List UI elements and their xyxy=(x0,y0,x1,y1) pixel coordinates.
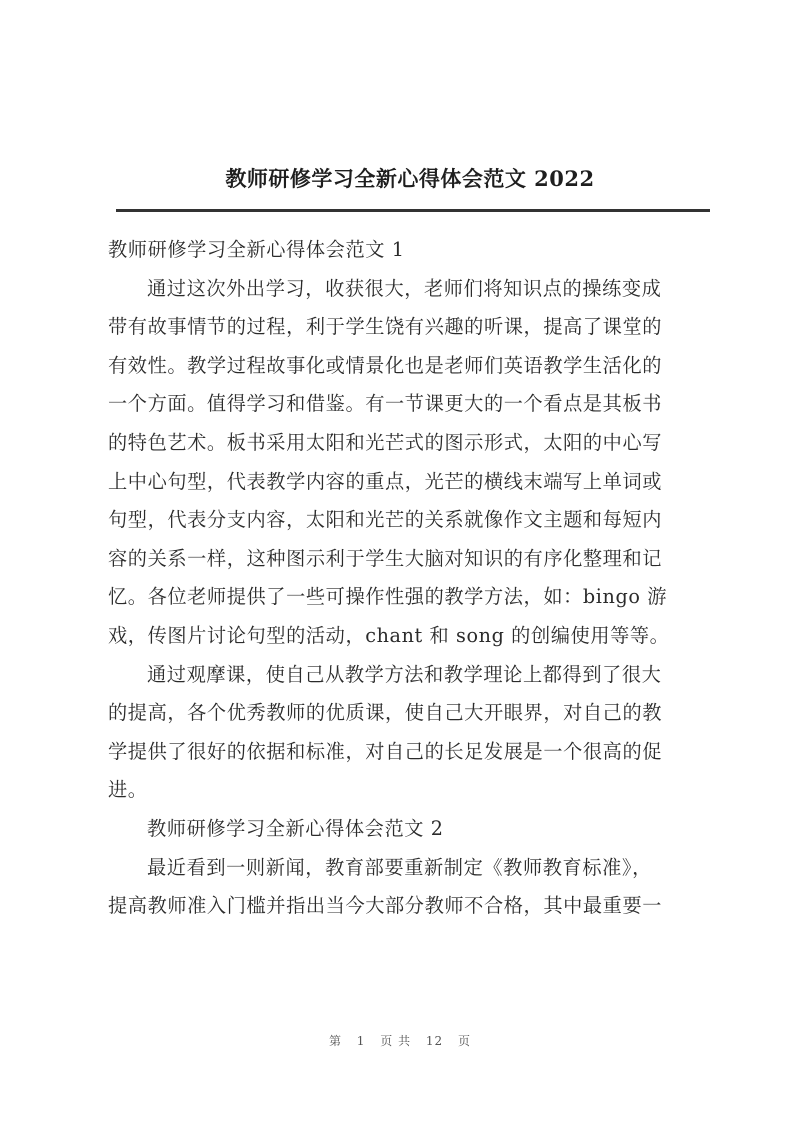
paragraph-line: 上中心句型，代表教学内容的重点，光芒的横线末端写上单词或 xyxy=(108,469,663,493)
paragraph-line: 句型，代表分支内容，太阳和光芒的关系就像作文主题和每短内 xyxy=(108,508,663,532)
page-footer xyxy=(0,1032,800,1049)
paragraph-line: 一个方面。值得学习和借鉴。有一节课更大的一个看点是其板书 xyxy=(108,392,663,416)
paragraph-line: 有效性。教学过程故事化或情景化也是老师们英语教学生活化的 xyxy=(108,353,663,377)
footer-suffix: 页 xyxy=(458,1034,472,1048)
paragraph-line: 进。 xyxy=(108,778,148,802)
title-underline-divider xyxy=(116,209,710,212)
paragraph-line: 学提供了很好的依据和标准，对自己的长足发展是一个很高的促 xyxy=(108,739,663,763)
footer-total-pages: 12 xyxy=(425,1034,444,1048)
paragraph-line: 通过观摩课，使自己从教学方法和教学理论上都得到了很大 xyxy=(147,662,662,686)
footer-middle: 页 共 xyxy=(380,1034,412,1048)
footer-prefix: 第 xyxy=(328,1034,342,1048)
paragraph-line: 的提高，各个优秀教师的优质课，使自己大开眼界，对自己的教 xyxy=(108,701,663,725)
document-title: 教师研修学习全新心得体会范文 2022 xyxy=(225,166,595,191)
paragraph-line: 提高教师准入门槛并指出当今大部分教师不合格，其中最重要一 xyxy=(108,894,663,918)
paragraph-line: 容的关系一样，这种图示利于学生大脑对知识的有序化整理和记 xyxy=(108,546,663,570)
paragraph-line: 最近看到一则新闻，教育部要重新制定《教师教育标准》， xyxy=(147,855,652,879)
document-body xyxy=(108,231,708,926)
paragraph-line: 的特色艺术。板书采用太阳和光芒式的图示形式，太阳的中心写 xyxy=(108,430,663,454)
section-heading-1: 教师研修学习全新心得体会范文 1 xyxy=(108,238,405,261)
paragraph-line: 通过这次外出学习，收获很大，老师们将知识点的操练变成 xyxy=(147,276,662,300)
paragraph-line: 忆。各位老师提供了一些可操作性强的教学方法，如：bingo 游 xyxy=(108,585,667,609)
paragraph-line: 带有故事情节的过程，利于学生饶有兴趣的听课，提高了课堂的 xyxy=(108,315,663,339)
section-heading-2: 教师研修学习全新心得体会范文 2 xyxy=(147,816,444,840)
footer-page-number: 1 xyxy=(356,1034,366,1048)
paragraph-line: 戏，传图片讨论句型的活动，chant 和 song 的创编使用等等。 xyxy=(108,623,670,647)
